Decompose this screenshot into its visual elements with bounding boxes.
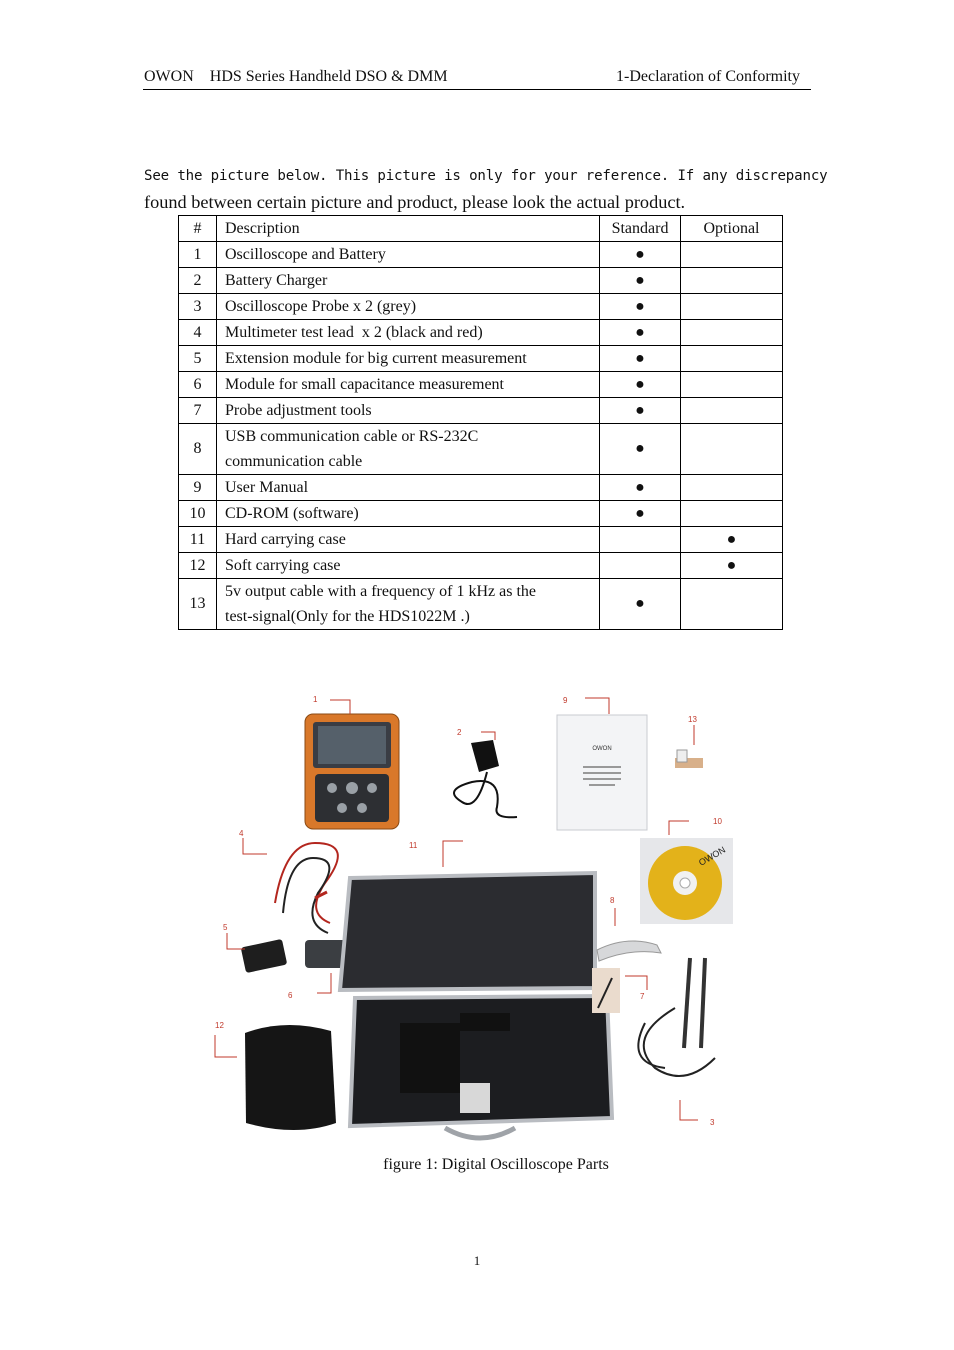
table-row [179, 527, 783, 553]
row-number: 3 [179, 294, 217, 320]
hard-case-image [340, 873, 612, 1138]
soft-case-image [245, 1025, 336, 1130]
row-optional [681, 294, 783, 320]
row-number: 6 [179, 372, 217, 398]
manual-image [557, 715, 647, 830]
row-standard: ● [600, 579, 681, 630]
description-line: communication cable [225, 453, 363, 470]
header-description: Description [217, 216, 600, 242]
table-row [179, 475, 783, 501]
row-description [217, 579, 600, 630]
row-number: 11 [179, 527, 217, 553]
photo-label-5: 5 [223, 923, 228, 932]
table-header-row [179, 216, 783, 242]
header-optional: Optional [681, 216, 783, 242]
row-number: 2 [179, 268, 217, 294]
photo-label-11: 11 [409, 841, 418, 850]
row-standard: ● [600, 346, 681, 372]
row-standard: ● [600, 242, 681, 268]
description-line: User Manual [225, 479, 309, 496]
current-module-image [241, 939, 287, 973]
row-optional [681, 372, 783, 398]
row-description [217, 424, 600, 475]
row-number: 13 [179, 579, 217, 630]
description-line: test-signal(Only for the HDS1022M .) [225, 608, 470, 625]
photo-label-6: 6 [288, 991, 293, 1000]
row-optional [681, 268, 783, 294]
photo-label-12: 12 [215, 1021, 224, 1030]
row-standard: ● [600, 501, 681, 527]
manual-brand: OWON [592, 746, 612, 752]
table-row [179, 346, 783, 372]
row-description [217, 372, 600, 398]
row-optional [681, 579, 783, 630]
row-description [217, 268, 600, 294]
row-number: 1 [179, 242, 217, 268]
row-optional [681, 398, 783, 424]
table-row [179, 424, 783, 475]
description-line: CD-ROM (software) [225, 505, 359, 522]
cd-rom-image [640, 838, 733, 924]
photo-label-4: 4 [239, 829, 244, 838]
table-row [179, 501, 783, 527]
photo-label-9: 9 [563, 696, 568, 705]
table-row [179, 268, 783, 294]
row-description [217, 527, 600, 553]
description-line: Soft carrying case [225, 557, 341, 574]
usb-cable-image [597, 941, 661, 961]
oscilloscope-image [305, 714, 399, 829]
row-standard: ● [600, 372, 681, 398]
description-line: Oscilloscope and Battery [225, 246, 386, 263]
table-row [179, 579, 783, 630]
header-title: OWON HDS Series Handheld DSO & DMM [144, 68, 448, 85]
row-number: 4 [179, 320, 217, 346]
photo-label-1: 1 [313, 695, 318, 704]
probe-tools-image [592, 968, 620, 1013]
row-description [217, 242, 600, 268]
description-line: Multimeter test lead x 2 (black and red) [225, 324, 483, 341]
row-standard: ● [600, 268, 681, 294]
probes-image [638, 958, 715, 1076]
photo-label-13: 13 [688, 715, 697, 724]
description-line: Probe adjustment tools [225, 402, 372, 419]
row-description [217, 398, 600, 424]
row-number: 8 [179, 424, 217, 475]
table-row [179, 242, 783, 268]
table-row [179, 398, 783, 424]
row-optional [681, 424, 783, 475]
row-description [217, 346, 600, 372]
row-optional [681, 320, 783, 346]
row-standard: ● [600, 398, 681, 424]
row-optional: ● [681, 527, 783, 553]
row-optional [681, 475, 783, 501]
row-optional [681, 242, 783, 268]
cd-brand: OWON [697, 844, 728, 868]
row-description [217, 553, 600, 579]
row-number: 12 [179, 553, 217, 579]
header-standard: Standard [600, 216, 681, 242]
page-header [143, 66, 811, 90]
parts-table [178, 215, 783, 630]
description-line: Hard carrying case [225, 531, 346, 548]
photo-label-8: 8 [610, 896, 615, 905]
description-line: Module for small capacitance measurement [225, 376, 504, 393]
intro-line-2: found between certain picture and product, please look the actual product. [144, 192, 686, 212]
description-line: Oscilloscope Probe x 2 (grey) [225, 298, 417, 315]
table-row [179, 372, 783, 398]
row-standard: ● [600, 320, 681, 346]
row-number: 9 [179, 475, 217, 501]
photo-label-7: 7 [640, 992, 645, 1001]
photo-label-10: 10 [713, 817, 722, 826]
header-num: # [179, 216, 217, 242]
description-line: USB communication cable or RS-232C [225, 428, 479, 445]
header-section: 1-Declaration of Conformity [616, 68, 800, 85]
page-number: 1 [473, 1253, 481, 1268]
row-optional: ● [681, 553, 783, 579]
row-standard: ● [600, 424, 681, 475]
test-leads-image [275, 843, 338, 933]
charger-image [454, 740, 517, 817]
intro-line-1: See the picture below. This picture is only for your reference. If any discrepancy [144, 168, 828, 184]
parts-photo [205, 688, 750, 1148]
row-description [217, 294, 600, 320]
photo-label-2: 2 [457, 728, 462, 737]
row-description [217, 320, 600, 346]
table-row [179, 553, 783, 579]
row-description [217, 501, 600, 527]
figure-caption: figure 1: Digital Oscilloscope Parts [383, 1156, 609, 1173]
table-row [179, 320, 783, 346]
table-row [179, 294, 783, 320]
description-line: 5v output cable with a frequency of 1 kHz as the [225, 583, 537, 600]
row-standard: ● [600, 294, 681, 320]
row-standard: ● [600, 475, 681, 501]
row-number: 10 [179, 501, 217, 527]
row-standard [600, 527, 681, 553]
output-cable-image [675, 750, 703, 768]
row-number: 5 [179, 346, 217, 372]
description-line: Battery Charger [225, 272, 328, 289]
photo-label-3: 3 [710, 1118, 715, 1127]
row-optional [681, 346, 783, 372]
row-number: 7 [179, 398, 217, 424]
row-optional [681, 501, 783, 527]
row-standard [600, 553, 681, 579]
description-line: Extension module for big current measurement [225, 350, 527, 367]
row-description [217, 475, 600, 501]
